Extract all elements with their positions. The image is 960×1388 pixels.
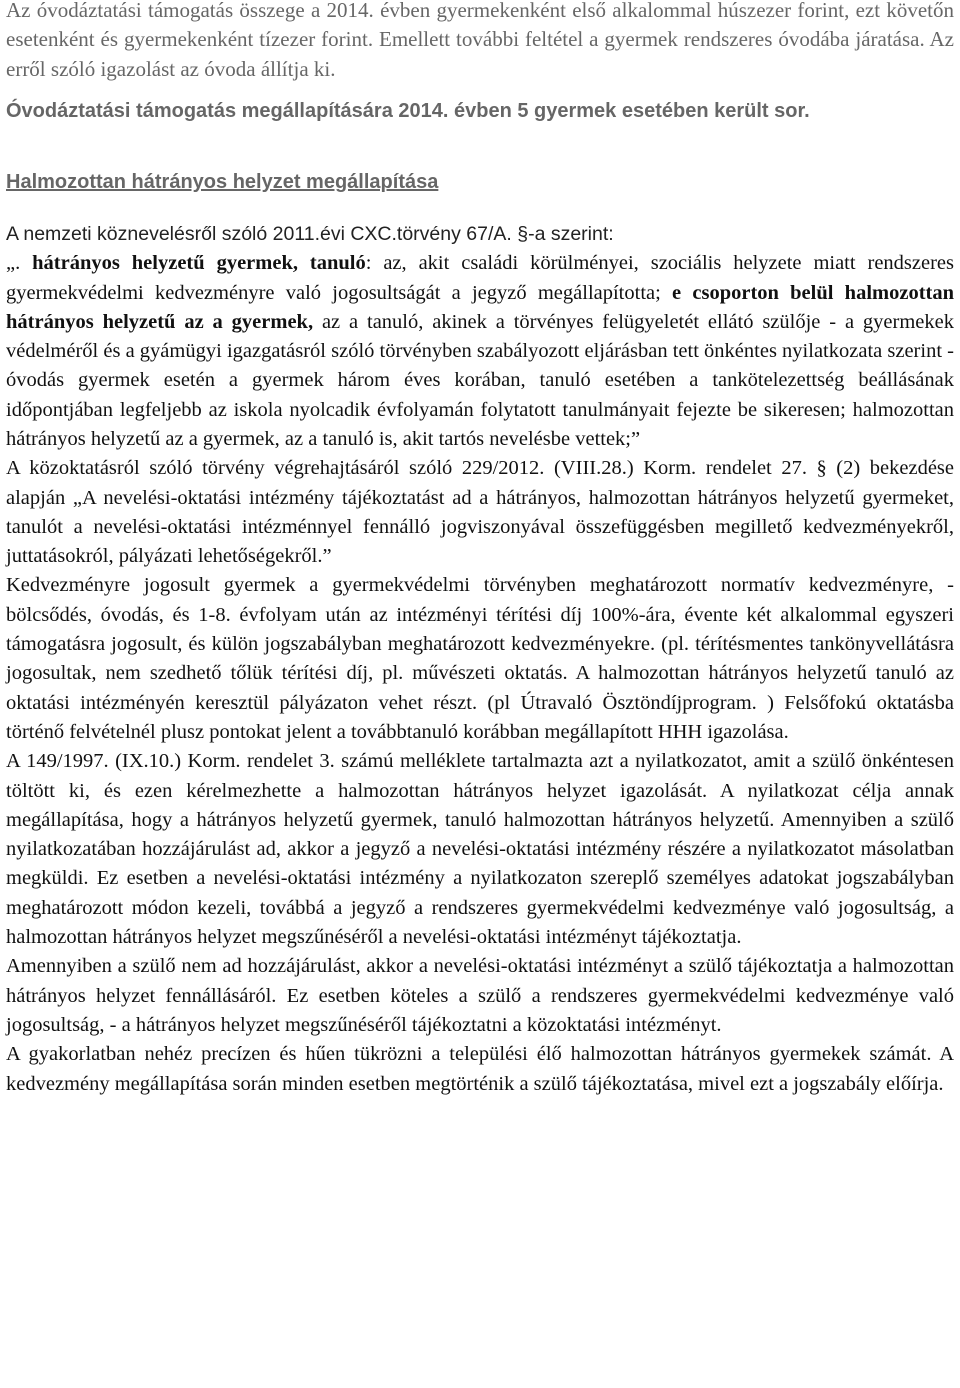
intro-paragraph: Az óvodáztatási támogatás összege a 2014. évben gyermekenként első alkalommal húszezer forint, ezt követőn esetenként és gyermekenként tízezer forint. Emellett további feltétel a gyermek rendszeres óvodába járatása. Az erről szóló igazolást az óvoda állítja ki. <box>6 0 954 81</box>
definition-bold-hhh: e csoporton belül halmozottan hátrányos helyzetű az a gyermek, <box>6 281 954 333</box>
regulation-paragraph: A közoktatásról szóló törvény végrehajtásáról szóló 229/2012. (VIII.28.) Korm. rendelet 27. § (2) bekezdése alapján „A nevelési-oktatási intézmény tájékoztatást ad a hátrányos, halmozottan hátrányos helyzetű gyermeket, tanulót a nevelési-oktatási intézménnyel fennálló jogviszonyával összefüggésben megillető kedvezményekről, juttatásokról, pályázati lehetőségekről.” <box>6 457 954 568</box>
definition-opening: „. <box>6 252 33 275</box>
hhh-section-title: Halmozottan hátrányos helyzet megállapítása <box>6 171 439 194</box>
law-reference: A nemzeti köznevelésről szóló 2011.évi CXC.törvény 67/A. §-a szerint: <box>6 223 614 246</box>
definition-text-1: : az, akit családi körülményei, szociális helyzete miatt rendszeres gyermekvédelmi kedvezményre való jogosultságát a jegyző megállapította; <box>6 252 954 304</box>
no-consent-paragraph: Amennyiben a szülő nem ad hozzájárulást, akkor a nevelési-oktatási intézményt a szülő tájékoztatja a halmozottan hátrányos helyzet fennállásáról. Ez esetben köteles a szülő a rendszeres gyermekvédelmi kedvezménye való jogosultság, - a hátrányos helyzet megszűnéséről tájékoztatni a közoktatási intézményt. <box>6 955 954 1036</box>
definition-text-2: az a tanuló, akinek a törvényes felügyeletét ellátó szülője - a gyermekek védelméről és a gyámügyi igazgatásról szóló törvényben szabályozott eljárásban tett önkéntes nyilatkozata szerint - óvodás gyermek esetén a gyermek három éves korában, tanuló esetében a tankötelezettség beállásának időpontjában legfeljebb az iskola nyolcadik évfolyamán folytatott tanulmányait fejezte be sikeresen; halmozottan hátrányos helyzetű az a gyermek, az a tanuló is, akit tartós nevelésbe vettek;” <box>6 310 955 450</box>
definition-bold-term: hátrányos helyzetű gyermek, tanuló <box>32 252 366 275</box>
benefits-paragraph: Kedvezményre jogosult gyermek a gyermekvédelmi törvényben meghatározott normatív kedvezményre, - bölcsődés, óvodás, és 1-8. évfolyam után az intézményi térítési díj 100%-ára, évente két alkalommal egyszeri támogatásra jogosult, és külön jogszabályban meghatározott kedvezményekre. (pl. térítésmentes tankönyvellátásra jogosultak, nem szedhető tőlük térítési díj, pl. művészeti oktatás. A halmozottan hátrányos helyzetű tanuló az oktatási intézményén keresztül pályázaton vehet részt. (pl Útravaló Ösztöndíjprogram. ) Felsőfokú oktatásba történő felvételnél plusz pontokat jelent a továbbtanuló korábban megállapított HHH igazolása. <box>6 574 954 743</box>
definition-paragraph <box>6 249 954 454</box>
declaration-paragraph: A 149/1997. (IX.10.) Korm. rendelet 3. számú melléklete tartalmazta azt a nyilatkozatot, amit a szülő önkéntesen töltött ki, és ezen kérelmezhette a halmozottan hátrányos helyzet igazolását. A nyilatkozat célja annak megállapítása, hogy a hátrányos helyzetű gyermek, tanuló halmozottan hátrányos helyzetű. Amennyiben a szülő nyilatkozatában hozzájárulást ad, akkor a jegyző a nevelési-oktatási intézmény részére a nyilatkozatot másolatban megküldi. Ez esetben a nevelési-oktatási intézmény a nyilatkozaton szereplő személyes adatokat jogszabályban meghatározott módon kezeli, továbbá a jegyző a rendszeres gyermekvédelmi kedvezménye való jogosultság, a halmozottan hátrányos helyzet megszűnéséről a nevelési-oktatási intézményt tájékoztatja. <box>6 750 954 949</box>
support-heading: Óvodáztatási támogatás megállapítására 2014. évben 5 gyermek esetében került sor. <box>6 100 810 123</box>
practice-paragraph: A gyakorlatban nehéz precízen és hűen tükrözni a települési élő halmozottan hátrányos gyermekek számát. A kedvezmény megállapítása során minden esetben megtörténik a szülő tájékoztatása, mivel ezt a jogszabály előírja. <box>6 1043 954 1095</box>
